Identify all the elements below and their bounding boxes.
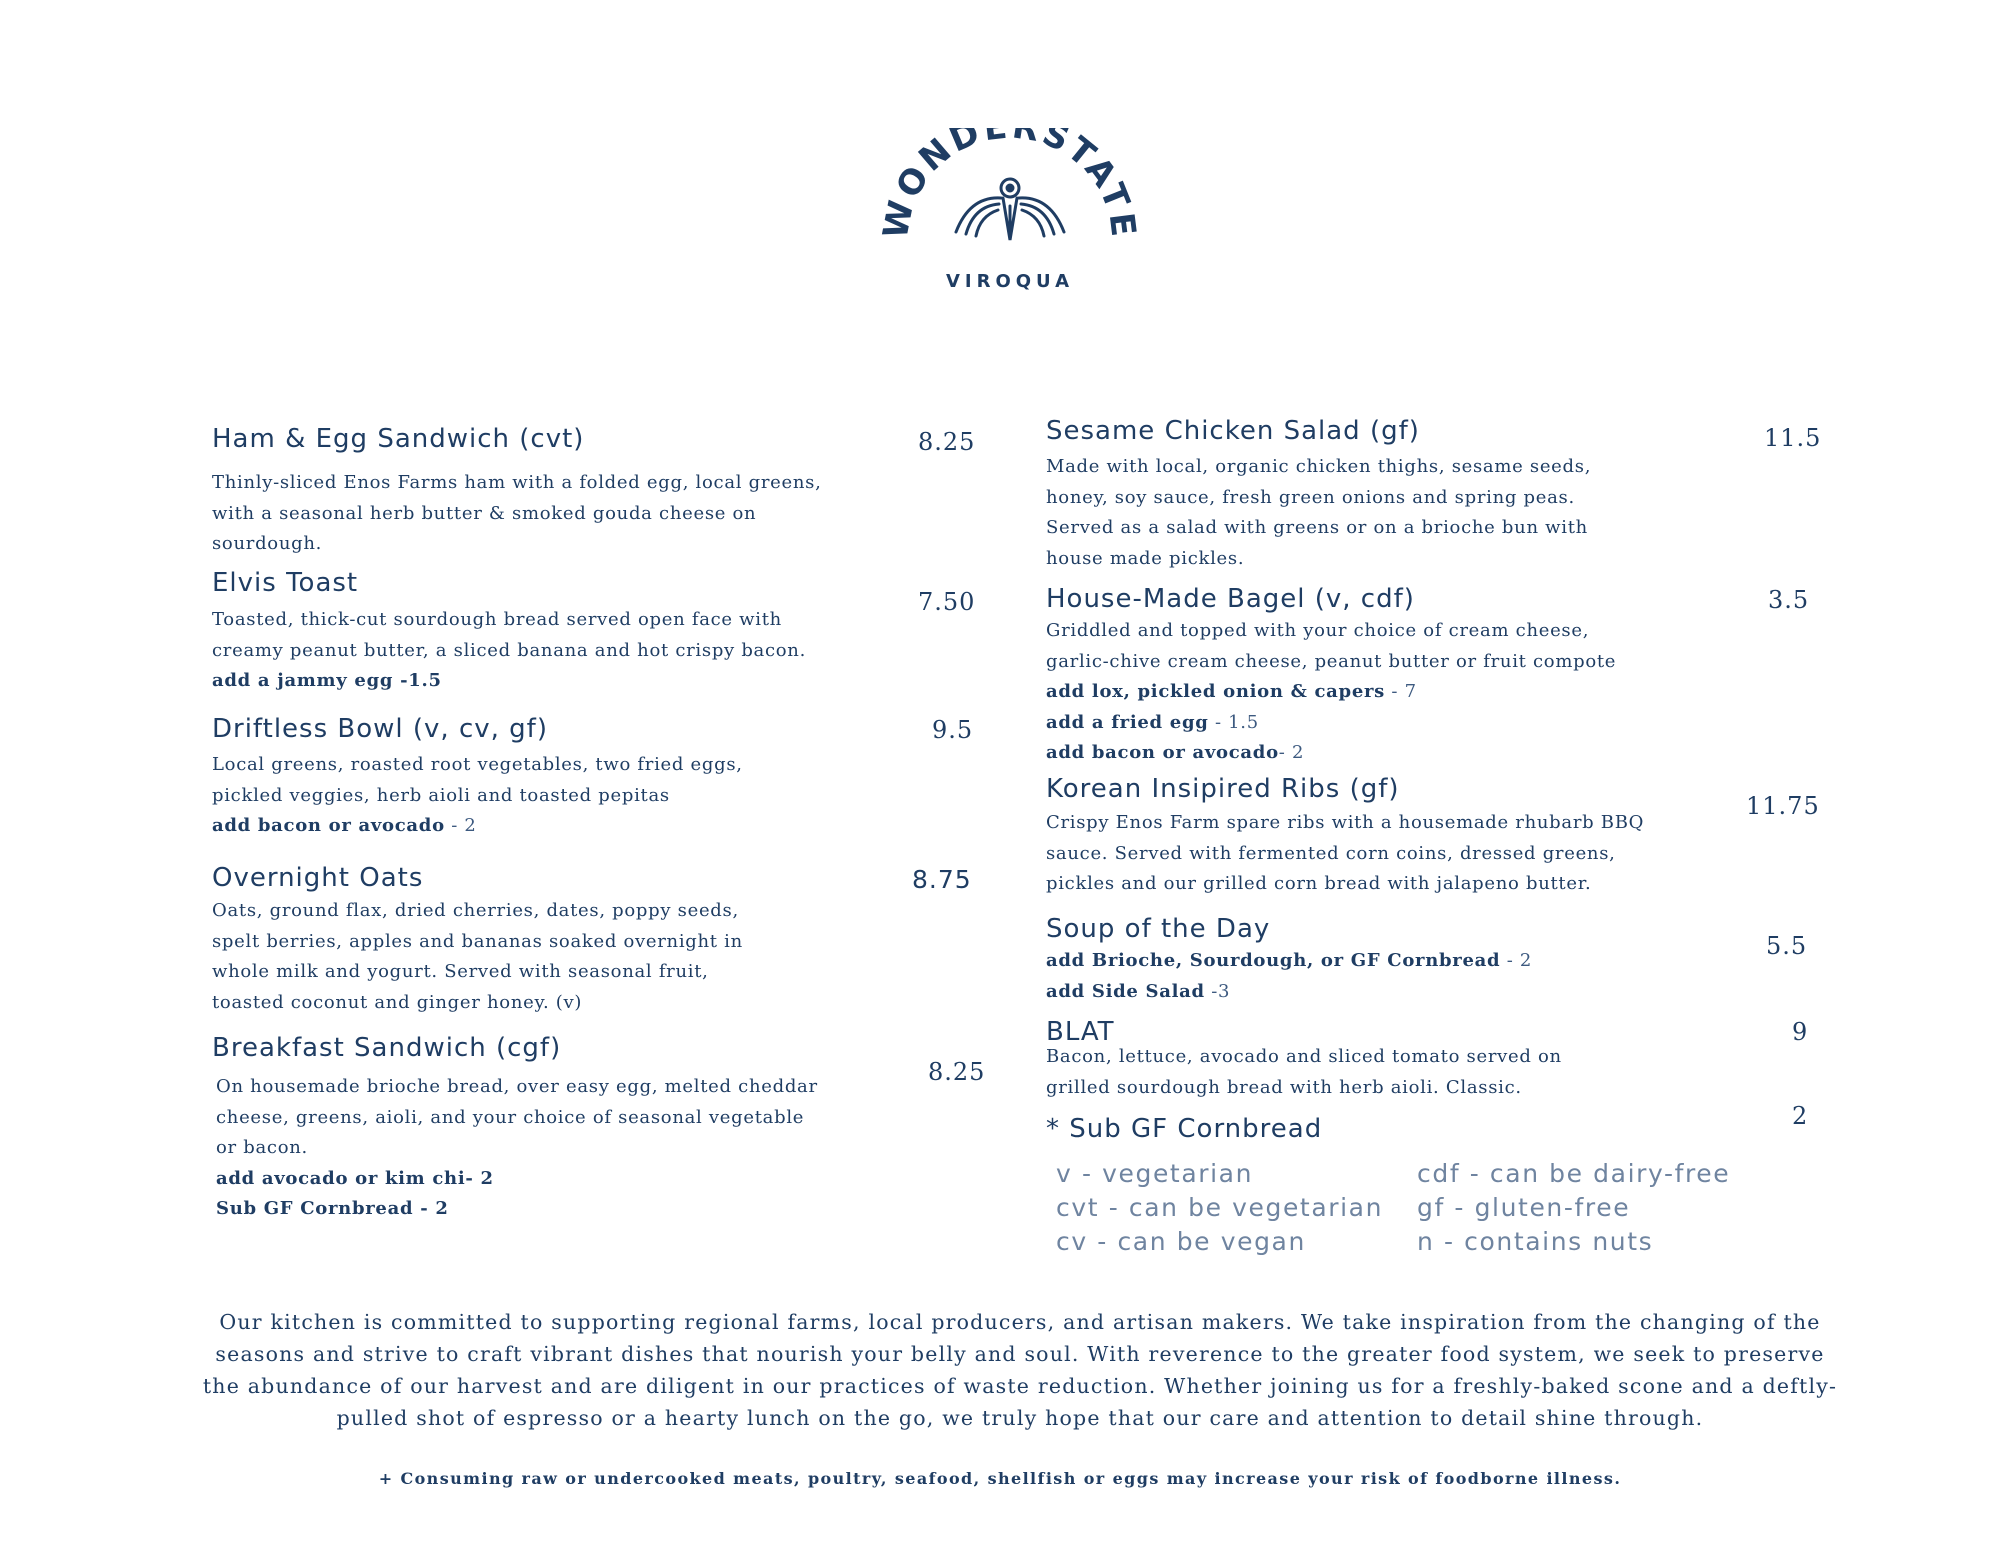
menu-item-description [1046,946,1532,1007]
legend-entry: n - contains nuts [1417,1227,1654,1256]
menu-item-addon: add bacon or avocado- 2 [1046,742,1305,763]
dietary-legend [1417,1157,1730,1259]
menu-item-addon: add avocado or kim chi- 2 [216,1167,494,1189]
logo-location: VIROQUA [945,271,1075,292]
menu-item-description: Crispy Enos Farm spare ribs with a housemade rhubarb BBQ sauce. Served with fermented corn coins, dressed greens, pickles and our grilled corn bread with jalapeno butter. [1046,812,1645,894]
menu-item-price: 8.75 [912,865,972,894]
menu-item-title: BLAT [1046,1017,1115,1047]
menu-item-addon: add lox, pickled onion & capers - 7 [1046,681,1417,702]
menu-item-description: Made with local, organic chicken thighs, sesame seeds, honey, soy sauce, fresh green onions and spring peas. Served as a salad with greens or on a brioche bun with house made pickles. [1046,456,1592,569]
menu-item-addon: add Side Salad -3 [1046,980,1231,1002]
menu-item-addon: add Brioche, Sourdough, or GF Cornbread - 2 [1046,950,1533,971]
menu-item-price: 5.5 [1766,932,1808,960]
legend-entry: v - vegetarian [1056,1159,1254,1188]
food-safety-disclaimer: + Consuming raw or undercooked meats, poultry, seafood, shellfish or eggs may increase your risk of foodborne illness. [378,1469,1622,1488]
menu-item-addon: add a jammy egg -1.5 [212,670,442,691]
dietary-legend [1056,1157,1383,1259]
menu-item-addon: add a fried egg - 1.5 [1046,711,1259,733]
menu-item-title: Breakfast Sandwich (cgf) [212,1033,562,1063]
menu-item-description: On housemade brioche bread, over easy egg, melted cheddar cheese, greens, aioli, and your choice of seasonal vegetable or bacon. add avocado or kim chi- 2 Sub GF Cornbread - 2 [216,1072,818,1225]
menu-item-description: Griddled and topped with your choice of cream cheese, garlic-chive cream cheese, peanut butter or fruit compote add lox, pickled onion & capers - 7 add a fried egg - 1.5 add bacon or avocado- 2 [1046,616,1616,769]
menu-item-price: 3.5 [1768,586,1810,614]
menu-item-title: Ham & Egg Sandwich (cvt) [212,424,585,454]
menu-item-price: 11.75 [1746,792,1820,820]
menu-item-description: Toasted, thick-cut sourdough bread served open face with creamy peanut butter, a sliced banana and hot crispy bacon. add a jammy egg -1.5 [212,605,806,697]
menu-item-addon: add bacon or avocado - 2 [212,815,477,836]
kitchen-statement: Our kitchen is committed to supporting regional farms, local producers, and artisan makers. We take inspiration from the changing of the seasons and strive to craft vibrant dishes that nourish your belly and soul. With reverence to the greater food system, we seek to preserve the abundance of our harvest and are diligent in our practices of waste reduction. Whether joining us for a freshly-baked scone and a deftly-pulled shot of espresso or a hearty lunch on the go, we truly hope that our care and attention to detail shine through. [202,1310,1838,1430]
menu-item-price: 9 [1792,1018,1809,1046]
menu-item-description: Thinly-sliced Enos Farms ham with a folded egg, local greens, with a seasonal herb butter & smoked gouda cheese on sourdough. [212,472,822,554]
menu-item-description: Local greens, roasted root vegetables, two fried eggs, pickled veggies, herb aioli and toasted pepitas add bacon or avocado - 2 [212,750,743,842]
menu-item-price: 8.25 [928,1058,986,1086]
menu-item-title: Elvis Toast [212,568,359,598]
menu-item-title: Soup of the Day [1046,914,1271,944]
menu-item-price: 11.5 [1764,424,1822,452]
menu-item-title: Korean Insipired Ribs (gf) [1046,774,1400,804]
menu-item-price: 7.50 [918,588,976,616]
menu-item-title: * Sub GF Cornbread [1046,1114,1323,1144]
menu-item-title: House-Made Bagel (v, cdf) [1046,584,1415,614]
moth-icon [956,179,1064,240]
menu-item-price: 2 [1792,1102,1809,1130]
menu-item-title: Driftless Bowl (v, cv, gf) [212,714,548,744]
menu-item-description: Bacon, lettuce, avocado and sliced tomato served on grilled sourdough bread with herb aioli. Classic. [1046,1046,1562,1098]
menu-item-description: Oats, ground flax, dried cherries, dates, poppy seeds, spelt berries, apples and bananas soaked overnight in whole milk and yogurt. Served with seasonal fruit, toasted coconut and ginger honey. (v) [212,900,743,1013]
logo [870,128,1150,298]
menu-item-price: 9.5 [932,716,974,744]
legend-entry: cdf - can be dairy-free [1417,1159,1731,1188]
menu-item-title: Overnight Oats [212,863,424,893]
legend-entry: cv - can be vegan [1056,1227,1306,1256]
menu-item-price: 8.25 [918,428,976,456]
menu-item-title: Sesame Chicken Salad (gf) [1046,416,1420,446]
menu-item-addon: Sub GF Cornbread - 2 [216,1198,449,1219]
legend-entry: cvt - can be vegetarian [1056,1193,1384,1222]
logo-wordmark: WOND RSTATE [875,128,1144,242]
legend-entry: gf - gluten-free [1417,1193,1631,1222]
